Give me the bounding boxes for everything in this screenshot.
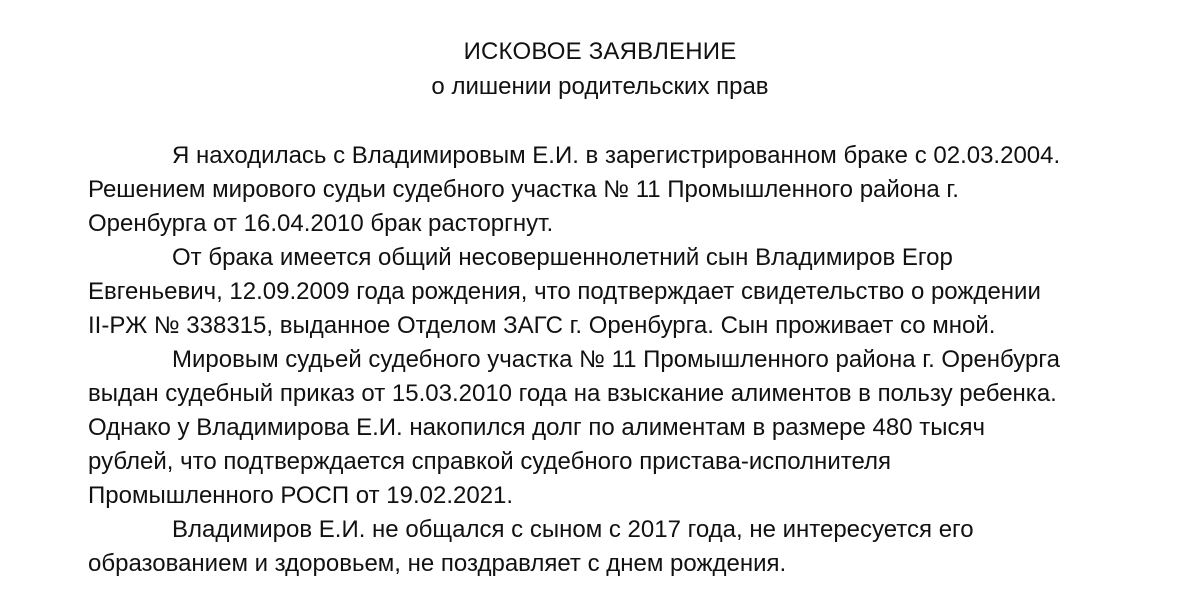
body-line: образованием и здоровьем, не поздравляет с днем рождения. — [88, 550, 787, 577]
body-line: II-РЖ № 338315, выданное Отделом ЗАГС г. Оренбурга. Сын проживает со мной. — [88, 312, 996, 339]
document-body — [88, 139, 1118, 581]
body-line: Евгеньевич, 12.09.2009 года рождения, что подтверждает свидетельство о рождении — [88, 278, 1041, 305]
body-line: Я находилась с Владимировым Е.И. в зарегистрированном браке с 02.03.2004. — [172, 142, 1061, 169]
body-line: Мировым судьей судебного участка № 11 Промышленного района г. Оренбурга — [172, 346, 1060, 373]
body-line: Однако у Владимирова Е.И. накопился долг по алиментам в размере 480 тысяч — [88, 414, 985, 441]
document-title: ИСКОВОЕ ЗАЯВЛЕНИЕ — [463, 38, 737, 65]
body-line: Владимиров Е.И. не общался с сыном с 2017 года, не интересуется его — [172, 516, 974, 543]
body-line: выдан судебный приказ от 15.03.2010 года на взыскание алиментов в пользу ребенка. — [88, 380, 1057, 407]
body-line: Промышленного РОСП от 19.02.2021. — [88, 482, 514, 509]
body-line: Решением мирового судьи судебного участка № 11 Промышленного района г. — [88, 176, 959, 203]
document-subtitle: о лишении родительских прав — [431, 73, 769, 100]
body-line: Оренбурга от 16.04.2010 брак расторгнут. — [88, 210, 554, 237]
body-line: От брака имеется общий несовершеннолетний сын Владимиров Егор — [172, 244, 953, 271]
body-line: рублей, что подтверждается справкой судебного пристава-исполнителя — [88, 448, 891, 475]
